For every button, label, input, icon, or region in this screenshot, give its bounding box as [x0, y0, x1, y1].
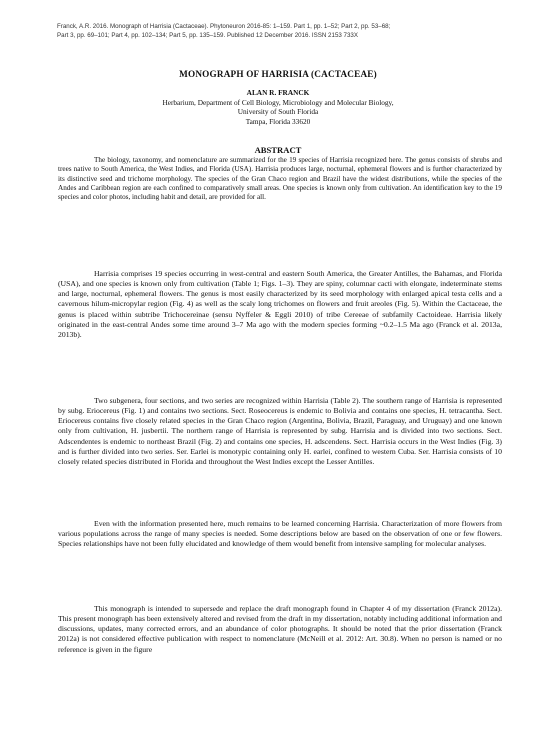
affiliation-line-1: Herbarium, Department of Cell Biology, Microbiology and Molecular Biology,	[162, 98, 394, 107]
abstract-text: The biology, taxonomy, and nomenclature are summarized for the 19 species of Harrisia recognized here. The genus consists of shrubs and trees native to South America, the West Indies, and Florida (USA). Harrisia produces large, nocturnal, ephemeral flowers and is further characterized by its distinctive seed and trichome morphology. The species of the Gran Chaco region and Brazil have the widest distributions, while the species of the Andes and Caribbean region are each confined to comparatively small areas. One species is known only from cultivation. An identification key to the 19 species and color photos, including habit and detail, are provided for all.	[58, 156, 502, 202]
citation-line-2: Part 3, pp. 69–101; Part 4, pp. 102–134; Part 5, pp. 135–159. Published 12 December 2016. ISSN 2153 733X	[57, 31, 358, 39]
citation-line-1: Franck, A.R. 2016. Monograph of Harrisia (Cactaceae). Phytoneuron 2016-85: 1–159. Part 1, pp. 1–52; Part 2, pp. 53–68;	[57, 23, 391, 30]
citation-header	[57, 23, 507, 41]
author-name: ALAN R. FRANCK	[246, 88, 310, 97]
abstract-heading: ABSTRACT	[254, 145, 302, 155]
body-paragraph-3: Even with the information presented here, much remains to be learned concerning Harrisia. Characterization of more flowers from various populations across the range of many species is needed. Some descriptions below are based on the observation of one or few flowers. Species relationships have not been fully elucidated and knowledge of them would benefit from intensive sampling for molecular analyses.	[58, 519, 502, 549]
author-affiliation	[0, 98, 556, 126]
affiliation-line-2: University of South Florida	[237, 107, 319, 117]
body-paragraph-1: Harrisia comprises 19 species occurring in west-central and eastern South America, the Greater Antilles, the Bahamas, and Florida (USA), and one species is known only from cultivation (Table 1; Figs. 1–3). They are spiny, columnar cacti with elongate, indeterminate stems and large, nocturnal, ephemeral flowers. The genus is most easily characterized by its seed morphology with enlarged apical testa cells and a cavernous hilum-micropylar region (Fig. 4) as well as the scaly long trichomes on flowers and fruit areoles (Fig. 5). Within the Cactaceae, the genus is placed within subtribe Trichocereinae (sensu Nyffeler & Eggli 2010) of tribe Cereeae of subfamily Cactoideae. Harrisia likely originated in the east-central Andes some time around 3–7 Ma ago with the modern species forming ~0.2–1.5 Ma ago (Franck et al. 2013a, 2013b).	[58, 269, 502, 339]
paper-title: MONOGRAPH OF HARRISIA (CACTACEAE)	[179, 69, 377, 79]
affiliation-line-3: Tampa, Florida 33620	[245, 116, 311, 126]
body-paragraph-4: This monograph is intended to supersede and replace the draft monograph found in Chapter 4 of my dissertation (Franck 2012a). This present monograph has been extensively altered and revised from the draft in my dissertation, notably including additional information and discussions, updates, many corrected errors, and an abundance of color photographs. It should be noted that the prior dissertation (Franck 2012a) is not considered effective publication with respect to nomenclature (McNeill et al. 2012: Art. 30.8). When no person is named or no reference is given in the figure	[58, 604, 502, 654]
body-paragraph-2: Two subgenera, four sections, and two series are recognized within Harrisia (Table 2). The southern range of Harrisia is represented by subg. Eriocereus (Fig. 1) and contains two sections. Sect. Roseocereus is endemic to Bolivia and contains one species, H. tetracantha. Sect. Eriocereus contains five closely related species in the Gran Chaco region (Argentina, Bolivia, Brazil, Paraguay, and Uruguay) and one known only from cultivation, H. jusbertii. The northern range of Harrisia is represented by subg. Harrisia and is divided into two sections. Sect. Adscendentes is endemic to northeast Brazil (Fig. 2) and contains one species, H. adscendens. Sect. Harrisia occurs in the West Indies (Fig. 3) and is further divided into two series. Ser. Earlei is monotypic containing only H. earlei, confined to western Cuba. Ser. Harrisia consists of 10 closely related species distributed in Florida and throughout the West Indies except the Lesser Antilles.	[58, 396, 502, 466]
